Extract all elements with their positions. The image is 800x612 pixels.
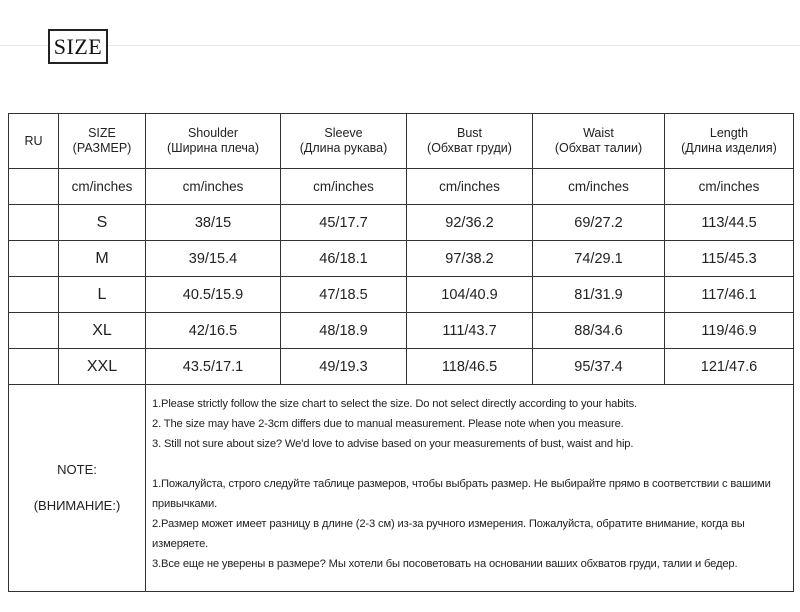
header-size-ru: (РАЗМЕР) <box>72 141 132 155</box>
header-shoulder-ru: (Ширина плеча) <box>166 141 260 155</box>
header-waist-ru: (Обхват талии) <box>554 141 643 155</box>
length-cell: 121/47.6 <box>665 349 794 385</box>
size-chart-table <box>8 113 794 592</box>
waist-cell: 81/31.9 <box>533 277 665 313</box>
header-length-ru: (Длина изделия) <box>681 141 777 155</box>
header-divider <box>0 45 800 46</box>
waist-cell: 95/37.4 <box>533 349 665 385</box>
size-cell: XXL <box>59 349 146 385</box>
shoulder-cell: 39/15.4 <box>146 241 281 277</box>
unit-cell-size: cm/inches <box>59 169 146 205</box>
size-cell: S <box>59 205 146 241</box>
row-empty-cell <box>9 349 59 385</box>
note-label-ru: (ВНИМАНИЕ:) <box>33 498 121 513</box>
row-empty-cell <box>9 313 59 349</box>
header-sleeve <box>281 114 407 169</box>
waist-cell: 88/34.6 <box>533 313 665 349</box>
waist-cell: 74/29.1 <box>533 241 665 277</box>
note-line-en-2: 2. The size may have 2-3cm differs due to manual measurement. Please note when you measure. <box>152 418 624 430</box>
note-line-en-3: 3. Still not sure about size? We'd love to advise based on your measurements of bust, waist and hip. <box>152 438 634 450</box>
note-line-ru-1: 1.Пожалуйста, строго следуйте таблице размеров, чтобы выбрать размер. Не выбирайте прямо в соответствии с вашими привычками. <box>152 478 771 510</box>
row-empty-cell <box>9 205 59 241</box>
waist-cell: 69/27.2 <box>533 205 665 241</box>
header-shoulder <box>146 114 281 169</box>
size-badge-label: SIZE <box>53 33 103 59</box>
unit-cell-waist: cm/inches <box>533 169 665 205</box>
table-row <box>9 349 794 385</box>
sleeve-cell: 49/19.3 <box>281 349 407 385</box>
header-sleeve-ru: (Длина рукава) <box>299 141 388 155</box>
bust-cell: 104/40.9 <box>407 277 533 313</box>
note-label-en: NOTE: <box>57 462 97 477</box>
size-cell: M <box>59 241 146 277</box>
table-row <box>9 277 794 313</box>
length-cell: 117/46.1 <box>665 277 794 313</box>
unit-cell-empty <box>9 169 59 205</box>
sleeve-cell: 45/17.7 <box>281 205 407 241</box>
unit-cell-bust: cm/inches <box>407 169 533 205</box>
shoulder-cell: 42/16.5 <box>146 313 281 349</box>
size-cell: L <box>59 277 146 313</box>
sleeve-cell: 47/18.5 <box>281 277 407 313</box>
sleeve-cell: 48/18.9 <box>281 313 407 349</box>
header-ru <box>9 114 59 169</box>
header-shoulder-en: Shoulder <box>187 126 239 140</box>
header-bust <box>407 114 533 169</box>
header-size <box>59 114 146 169</box>
header-length <box>665 114 794 169</box>
header-length-en: Length <box>709 126 749 140</box>
note-text-cell <box>146 385 794 592</box>
length-cell: 113/44.5 <box>665 205 794 241</box>
row-empty-cell <box>9 277 59 313</box>
note-line-ru-2: 2.Размер может имеет разницу в длине (2-3 см) из-за ручного измерения. Пожалуйста, обратите внимание, когда вы измеряете. <box>152 518 745 550</box>
row-empty-cell <box>9 241 59 277</box>
table-row <box>9 205 794 241</box>
note-line-en-1: 1.Please strictly follow the size chart to select the size. Do not select directly according to your habits. <box>152 398 637 410</box>
bust-cell: 92/36.2 <box>407 205 533 241</box>
header-sleeve-en: Sleeve <box>324 126 363 140</box>
length-cell: 115/45.3 <box>665 241 794 277</box>
shoulder-cell: 43.5/17.1 <box>146 349 281 385</box>
header-bust-ru: (Обхват груди) <box>427 141 512 155</box>
table-row <box>9 241 794 277</box>
bust-cell: 118/46.5 <box>407 349 533 385</box>
bust-cell: 111/43.7 <box>407 313 533 349</box>
note-label-cell <box>9 385 146 592</box>
length-cell: 119/46.9 <box>665 313 794 349</box>
unit-cell-sleeve: cm/inches <box>281 169 407 205</box>
unit-cell-shoulder: cm/inches <box>146 169 281 205</box>
header-waist-en: Waist <box>583 126 614 140</box>
note-line-ru-3: 3.Все еще не уверены в размере? Мы хотели бы посоветовать на основании ваших обхватов груди, талии и бедер. <box>152 558 738 570</box>
unit-cell-length: cm/inches <box>665 169 794 205</box>
header-ru-label: RU <box>24 133 43 148</box>
shoulder-cell: 38/15 <box>146 205 281 241</box>
bust-cell: 97/38.2 <box>407 241 533 277</box>
note-row <box>9 385 794 592</box>
table-row <box>9 313 794 349</box>
header-bust-en: Bust <box>456 126 482 140</box>
size-cell: XL <box>59 313 146 349</box>
size-badge <box>48 29 108 64</box>
header-size-en: SIZE <box>88 126 116 140</box>
sleeve-cell: 46/18.1 <box>281 241 407 277</box>
header-waist <box>533 114 665 169</box>
header-row <box>9 114 794 169</box>
unit-row <box>9 169 794 205</box>
shoulder-cell: 40.5/15.9 <box>146 277 281 313</box>
